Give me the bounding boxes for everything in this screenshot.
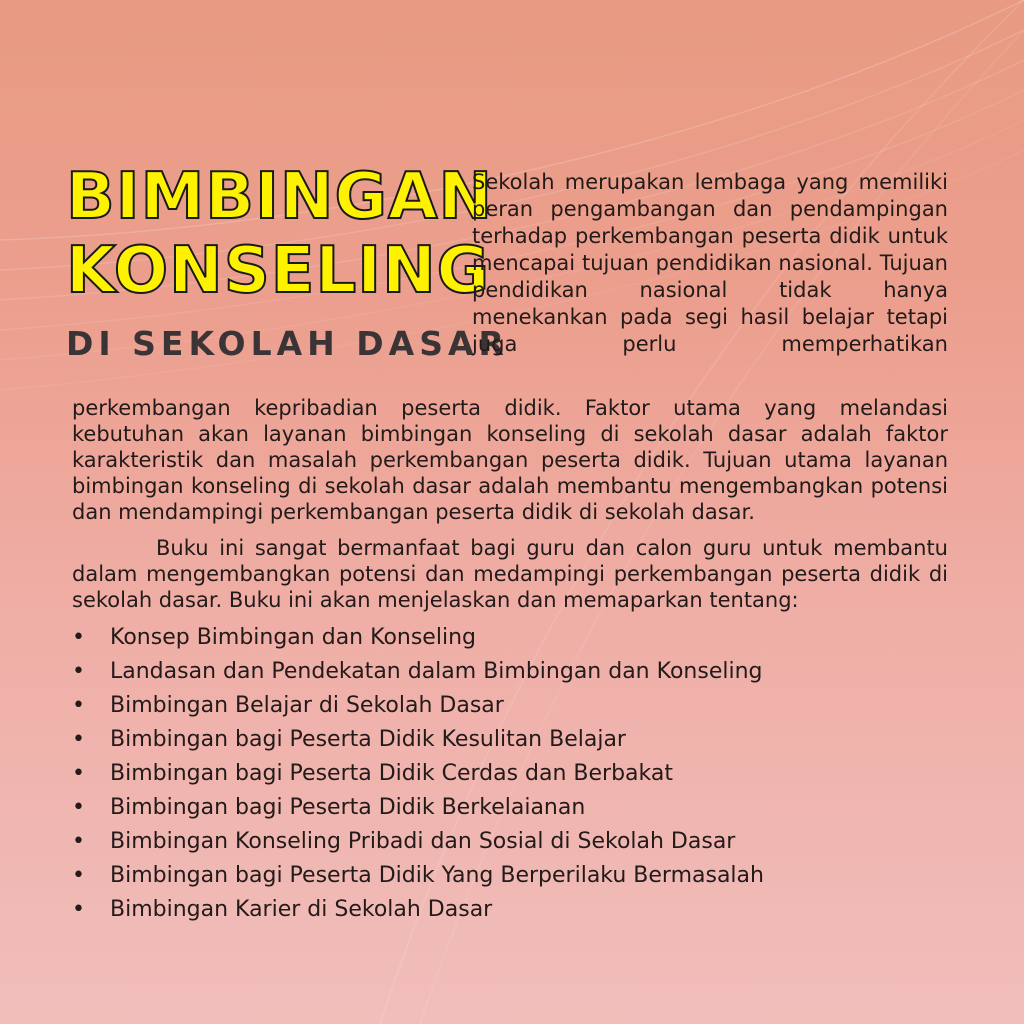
list-item — [72, 655, 948, 689]
book-subtitle: DI SEKOLAH DASAR — [66, 324, 509, 363]
title-line-1: BIMBINGAN — [66, 160, 494, 234]
bullet-icon: • — [72, 795, 85, 820]
list-item — [72, 689, 948, 723]
list-item-label: Bimbingan bagi Peserta Didik Cerdas dan Berbakat — [110, 761, 673, 786]
list-item-label: Landasan dan Pendekatan dalam Bimbingan dan Konseling — [110, 659, 763, 684]
book-title-block — [66, 160, 509, 363]
list-item-label: Bimbingan Belajar di Sekolah Dasar — [110, 693, 504, 718]
list-item-label: Bimbingan bagi Peserta Didik Berkelaianan — [110, 795, 586, 820]
list-item — [72, 757, 948, 791]
list-item-label: Konsep Bimbingan dan Konseling — [110, 625, 476, 650]
list-item — [72, 859, 948, 893]
bullet-icon: • — [72, 829, 85, 854]
bullet-icon: • — [72, 727, 85, 752]
bullet-icon: • — [72, 625, 85, 650]
body-text — [72, 395, 948, 927]
list-item — [72, 825, 948, 859]
list-item — [72, 791, 948, 825]
bullet-icon: • — [72, 693, 85, 718]
bullet-icon: • — [72, 659, 85, 684]
list-item-label: Bimbingan bagi Peserta Didik Yang Berperilaku Bermasalah — [110, 863, 764, 888]
paragraph-2: Buku ini sangat bermanfaat bagi guru dan calon guru untuk membantu dalam mengembangkan potensi dan medampingi perkembangan peserta didik di sekolah dasar. Buku ini akan menjelaskan dan memaparkan tentang: — [72, 536, 948, 612]
list-item-label: Bimbingan Karier di Sekolah Dasar — [110, 897, 493, 922]
bullet-icon: • — [72, 863, 85, 888]
list-item — [72, 621, 948, 655]
intro-paragraph: Sekolah merupakan lembaga yang memiliki peran pengambangan dan pendampingan terhadap perkembangan peserta didik untuk mencapai tujuan pendidikan nasional. Tujuan pendidikan nasional tidak hanya menekankan pada segi hasil belajar tetapi juga perlu memperhatikan — [472, 170, 948, 356]
bullet-icon: • — [72, 897, 85, 922]
paragraph-1-continued: perkembangan kepribadian peserta didik. Faktor utama yang melandasi kebutuhan akan layanan bimbingan konseling di sekolah dasar adalah faktor karakteristik dan masalah perkembangan peserta didik. Tujuan utama layanan bimbingan konseling di sekolah dasar adalah membantu mengembangkan potensi dan mendampingi perkembangan peserta didik di sekolah dasar. — [72, 396, 948, 524]
list-item-label: Bimbingan bagi Peserta Didik Kesulitan Belajar — [110, 727, 626, 752]
bullet-icon: • — [72, 761, 85, 786]
list-item-label: Bimbingan Konseling Pribadi dan Sosial di Sekolah Dasar — [110, 829, 736, 854]
list-item — [72, 723, 948, 757]
title-line-2: KONSELING — [66, 234, 491, 308]
topic-list — [72, 621, 948, 927]
list-item — [72, 893, 948, 927]
